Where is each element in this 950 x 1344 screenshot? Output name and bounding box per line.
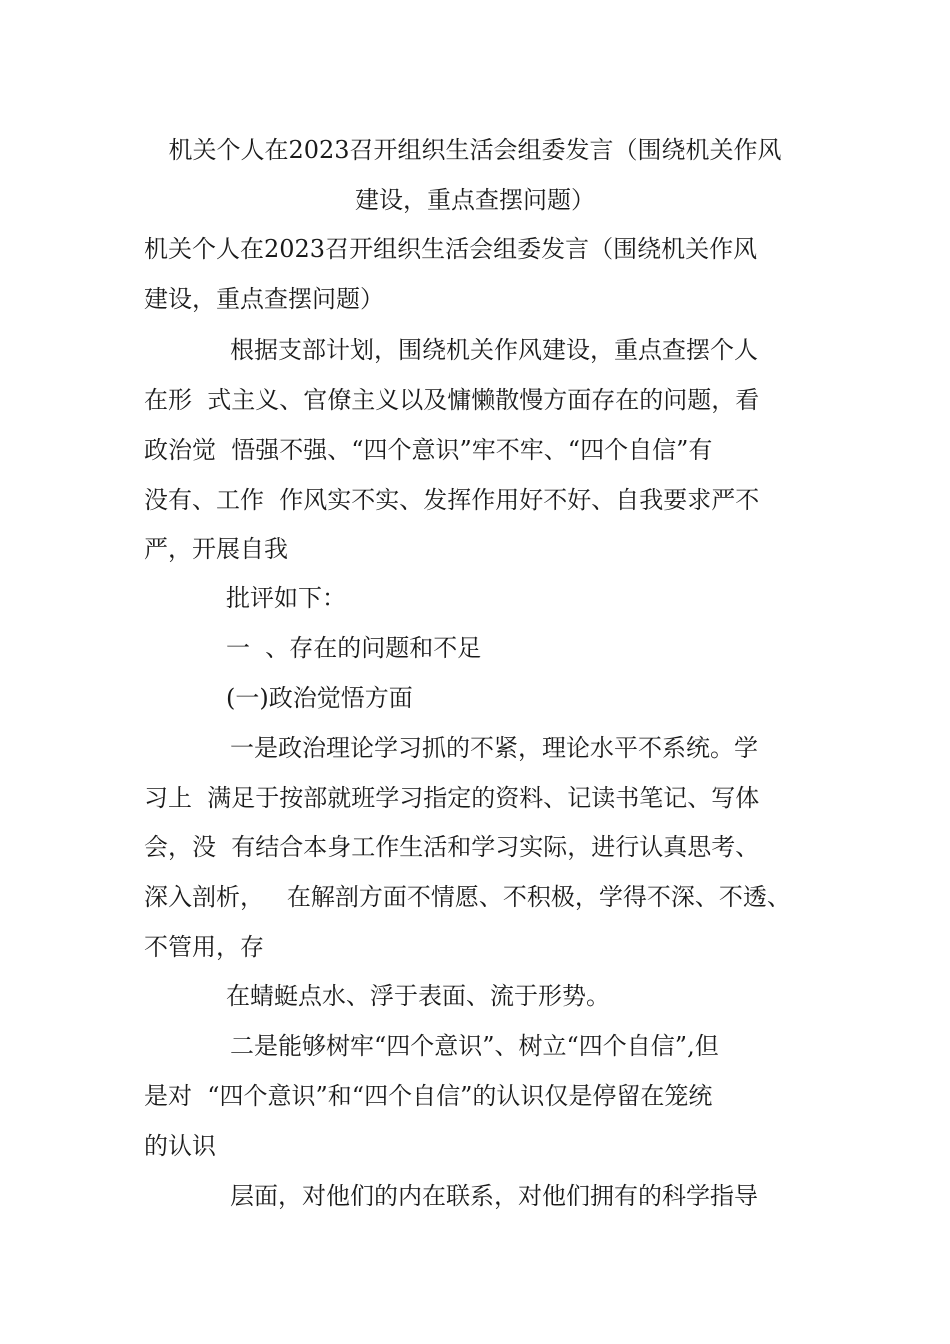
point2-line-1: 二是能够树牢“四个意识”、树立“四个自信”,但	[230, 1032, 719, 1060]
intro-line-4: 没有、工作 作风实不实、发挥作用好不好、自我要求严不	[144, 486, 760, 514]
point1-line-4: 深入剖析， 在解剖方面不情愿、不积极，学得不深、不透、	[144, 883, 791, 911]
intro-line-2: 在形 式主义、官僚主义以及慵懒散慢方面存在的问题，看	[144, 386, 760, 414]
point1-line-5: 不管用，存	[144, 933, 264, 961]
subtitle-line-1: 机关个人在2023召开组织生活会组委发言（围绕机关作风	[144, 235, 758, 263]
section-heading-1: 一 、存在的问题和不足	[226, 634, 482, 662]
point1-continuation: 在蜻蜓点水、浮于表面、流于形势。	[226, 982, 610, 1010]
doc-title-line-1: 机关个人在2023召开组织生活会组委发言（围绕机关作风	[168, 136, 782, 164]
point1-line-3: 会，没 有结合本身工作生活和学习实际，进行认真思考、	[144, 833, 760, 861]
point2-line-2: 是对 “四个意识”和“四个自信”的认识仅是停留在笼统	[144, 1082, 713, 1110]
point1-line-1: 一是政治理论学习抓的不紧，理论水平不系统。学	[230, 734, 758, 762]
point1-line-2: 习上 满足于按部就班学习指定的资料、记读书笔记、写体	[144, 784, 760, 812]
criticism-intro: 批评如下：	[226, 584, 346, 612]
intro-line-1: 根据支部计划，围绕机关作风建设，重点查摆个人	[230, 336, 758, 364]
point2-continuation: 层面，对他们的内在联系，对他们拥有的科学指导	[230, 1182, 758, 1210]
subsection-heading-1: (一)政治觉悟方面	[226, 684, 413, 712]
intro-line-3: 政治觉 悟强不强、“四个意识”牢不牢、“四个自信”有	[144, 436, 713, 464]
intro-line-5: 严，开展自我	[144, 535, 288, 563]
doc-title-line-2: 建设，重点查摆问题）	[355, 186, 595, 214]
subtitle-line-2: 建设，重点查摆问题）	[144, 285, 384, 313]
point2-line-3: 的认识	[144, 1132, 216, 1160]
